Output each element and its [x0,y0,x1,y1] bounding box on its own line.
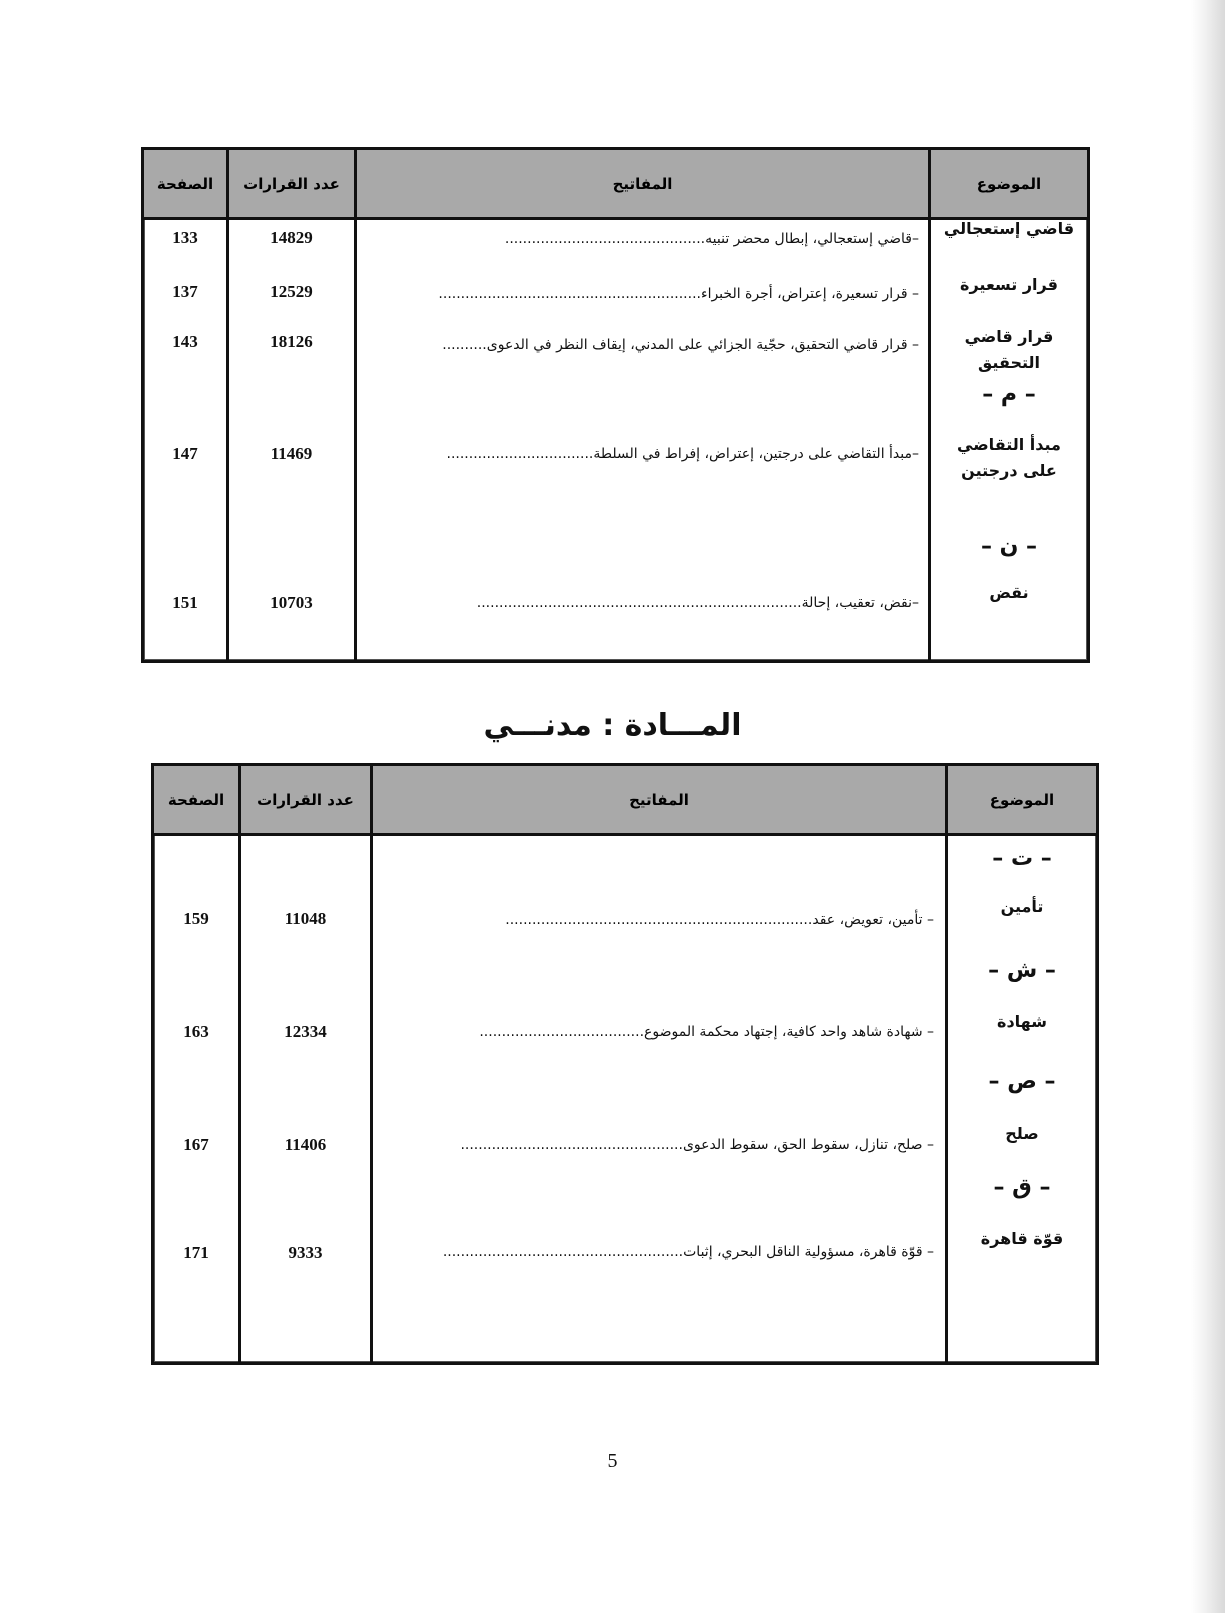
row-keywords: – قوّة قاهرة، مسؤولية الناقل البحري، إثبات...................................................... [442,1244,934,1260]
row-subject: قرار قاضي التحقيق [964,327,1054,372]
row-decision: 12334 [284,1022,327,1041]
row-page: 171 [183,1243,209,1262]
row-keywords: –قاضي إستعجالي، إبطال محضر تنبيه............................................. [504,231,919,247]
row-page: 147 [172,444,198,463]
row-decision: 10703 [270,593,313,612]
row-subject: قرار تسعيرة [960,275,1058,294]
row-decision: 18126 [270,332,313,351]
letter-heading: – م – [982,382,1036,407]
header-subject: الموضوع [989,790,1055,809]
row-keywords: – شهادة شاهد واحد كافية، إجتهاد محكمة الموضوع..................................... [479,1024,934,1040]
row-keywords: – قرار تسعيرة، إعتراض، أجرة الخبراء........................................................... [438,286,919,302]
row-subject: صلح [1005,1124,1039,1143]
letter-heading: – ق – [993,1175,1051,1200]
row-subject: تأمين [1000,897,1044,916]
row-subject: نقض [989,583,1029,602]
row-page: 167 [183,1135,209,1154]
row-keywords: – تأمين، تعويض، عقد..................................................................... [505,912,934,928]
letter-heading: – ص – [988,1069,1056,1094]
index-table-1 [141,147,1090,663]
row-page: 143 [172,332,198,351]
scan-edge-shadow [1191,0,1225,1613]
column-divider [226,150,229,660]
header-keywords: المفاتيح [612,174,673,193]
header-decisions: عدد القرارات [243,174,340,193]
header-page: الصفحة [167,790,225,809]
header-keywords: المفاتيح [629,790,689,809]
row-decision: 11048 [284,909,327,928]
row-keywords: –مبدأ التقاضي على درجتين، إعتراض، إفراط في السلطة................................. [446,446,919,462]
column-divider [370,766,373,1362]
row-page: 133 [172,228,198,247]
page-number: 5 [607,1450,618,1472]
letter-heading: – ت – [992,846,1052,871]
row-subject: قاضي إستعجالي [943,219,1075,238]
row-decision: 12529 [270,282,313,301]
row-page: 151 [172,593,198,612]
header-subject: الموضوع [976,174,1042,193]
row-subject: مبدأ التقاضي على درجتين [957,435,1061,480]
row-decision: 11469 [270,444,313,463]
column-divider [354,150,357,660]
header-decisions: عدد القرارات [257,790,354,809]
row-keywords: – صلح، تنازل، سقوط الحق، سقوط الدعوى.................................................. [460,1137,934,1153]
row-decision: 9333 [288,1243,323,1262]
row-page: 163 [183,1022,209,1041]
row-page: 159 [183,909,209,928]
row-decision: 14829 [270,228,313,247]
row-subject: قوّة قاهرة [980,1229,1064,1248]
column-divider [238,766,241,1362]
row-page: 137 [172,282,198,301]
row-keywords: –نقض، تعقيب، إحالة......................................................................... [476,595,919,611]
row-subject: شهادة [997,1012,1047,1031]
row-keywords: – قرار قاضي التحقيق، حجّية الجزائي على المدني، إيقاف النظر في الدعوى.......... [442,337,919,353]
letter-heading: – ن – [980,534,1038,559]
section-title: المـــادة : مدنـــي [483,708,742,743]
index-table-2 [151,763,1099,1365]
row-decision: 11406 [284,1135,327,1154]
letter-heading: – ش – [988,958,1056,983]
header-page: الصفحة [156,174,214,193]
